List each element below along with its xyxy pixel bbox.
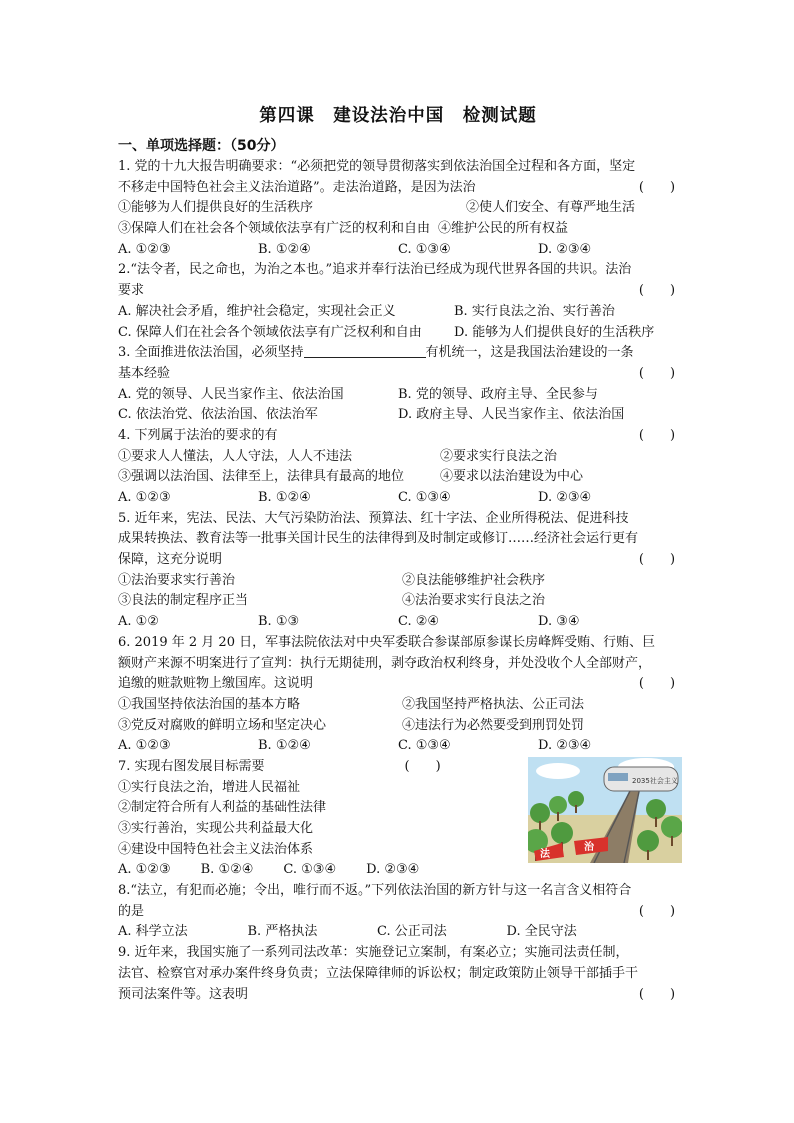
q4-choice-c[interactable]: C. ①③④ xyxy=(398,490,451,505)
q7-stem: 7. 实现右图发展目标需要 xyxy=(118,758,265,774)
q4-stem: 4. 下列属于法治的要求的有 xyxy=(118,427,278,443)
q2-answer-blank[interactable]: ( ) xyxy=(638,283,676,299)
q1-option-1: ①能够为人们提供良好的生活秩序 xyxy=(118,200,314,216)
q2-choice-c[interactable]: C. 保障人们在社会各个领域依法享有广泛权利和自由 xyxy=(118,324,422,340)
q7-choice-b[interactable]: B. ①②④ xyxy=(200,862,254,878)
q6-stem-line1: 6. 2019 年 2 月 20 日，军事法院依法对中央军委联合参谋部原参谋长房峰辉受贿、行贿、巨 xyxy=(118,634,656,650)
q7-option-2: ②制定符合所有人利益的基础性法律 xyxy=(118,800,327,816)
q7-option-4: ④建设中国特色社会主义法治体系 xyxy=(118,841,314,857)
q4-choice-b[interactable]: B. ①②④ xyxy=(258,490,311,505)
q1-choice-b[interactable]: B. ①②④ xyxy=(258,241,311,257)
q1-answer-blank[interactable]: ( ) xyxy=(638,179,676,195)
q8-stem-line1: 8.“法立，有犯而必施；令出，唯行而不返。”下列依法治国的新方针与这一名言含义相符合 xyxy=(118,883,632,899)
q6-stem-line2: 额财产来源不明案进行了宣判：执行无期徒刑，剥夺政治权利终身，并处没收个人全部财产， xyxy=(118,655,652,671)
rail-sign-zhi: 治 xyxy=(584,841,594,853)
section-heading: 一、单项选择题：（50分） xyxy=(118,138,285,154)
q9-stem-line1: 9. 近年来，我国实施了一系列司法改革：实施登记立案制，有案必立；实施司法责任制， xyxy=(118,945,629,961)
q5-stem-line2: 成果转换法、教育法等一批事关国计民生的法律得到及时制定或修订……经济社会运行更有 xyxy=(118,531,639,547)
q9-stem-line2: 法官、检察官对承办案件终身负责；立法保障律师的诉讼权；制定政策防止领导干部插手干 xyxy=(118,965,639,981)
q4-choice-a[interactable]: A. ①②③ xyxy=(118,490,171,505)
question-2 xyxy=(118,260,678,343)
q3-fill-blank[interactable] xyxy=(304,343,426,358)
q7-answer-blank[interactable]: ( ) xyxy=(404,758,441,774)
question-7 xyxy=(118,757,678,881)
q6-stem-line3: 追缴的赃款赃物上缴国库。这说明 xyxy=(118,676,314,692)
q2-stem-line1: 2.“法令者，民之命也，为治之本也。”追求并奉行法治已经成为现代世界各国的共识。法治 xyxy=(118,262,632,278)
q3-stem-line2: 基本经验 xyxy=(118,365,171,381)
q8-choice-a[interactable]: A. 科学立法 xyxy=(118,924,188,940)
q5-option-4: ④法治要求实行良法之治 xyxy=(402,593,546,609)
q3-choice-a[interactable]: A. 党的领导、人民当家作主、依法治国 xyxy=(118,386,344,402)
q6-answer-blank[interactable]: ( ) xyxy=(638,676,676,692)
q1-stem-line2: 不移走中国特色社会主义法治道路”。走法治道路，是因为法治 xyxy=(118,179,476,195)
q1-option-3: ③保障人们在社会各个领域依法享有广泛的权利和自由 xyxy=(118,221,431,237)
q5-choice-a[interactable]: A. ①② xyxy=(118,614,159,630)
q3-answer-blank[interactable]: ( ) xyxy=(638,365,676,381)
q6-option-2: ②我国坚持严格执法、公正司法 xyxy=(402,696,585,712)
question-3 xyxy=(118,343,678,426)
rail-sign-fa: 法 xyxy=(540,848,550,860)
q3-choice-b[interactable]: B. 党的领导、政府主导、全民参与 xyxy=(398,386,598,402)
q1-stem-line1: 1. 党的十九大报告明确要求：“必须把党的领导贯彻落实到依法治国全过程和各方面，坚定 xyxy=(118,159,636,174)
q1-option-4: ④维护公民的所有权益 xyxy=(438,221,569,237)
train-label: 2035社会主义 xyxy=(632,776,678,785)
question-8 xyxy=(118,881,678,943)
q6-option-1: ①我国坚持依法治国的基本方略 xyxy=(118,696,301,712)
q5-answer-blank[interactable]: ( ) xyxy=(638,552,676,568)
q4-option-2: ②要求实行良法之治 xyxy=(440,448,558,464)
q5-stem-line1: 5. 近年来，宪法、民法、大气污染防治法、预算法、红十字法、企业所得税法、促进科技 xyxy=(118,510,629,526)
q7-choice-c[interactable]: C. ①③④ xyxy=(283,862,337,878)
page-title: 第四课 建设法治中国 检测试题 xyxy=(259,106,537,126)
q4-answer-blank[interactable]: ( ) xyxy=(638,427,676,443)
q1-choice-d[interactable]: D. ②③④ xyxy=(538,241,592,257)
q8-stem-line2: 的是 xyxy=(118,903,145,919)
q3-stem-line1a: 3. 全面推进依法治国，必须坚持 xyxy=(118,345,304,361)
q8-choice-b[interactable]: B. 严格执法 xyxy=(247,924,318,940)
q5-option-2: ②良法能够维护社会秩序 xyxy=(402,572,546,588)
q6-choice-a[interactable]: A. ①②③ xyxy=(118,738,171,754)
q2-choice-d[interactable]: D. 能够为人们提供良好的生活秩序 xyxy=(454,324,655,340)
q6-choice-c[interactable]: C. ①③④ xyxy=(398,738,451,754)
q5-choice-b[interactable]: B. ①③ xyxy=(258,614,300,630)
q3-choice-d[interactable]: D. 政府主导、人民当家作主、依法治国 xyxy=(398,407,625,423)
q7-choice-a[interactable]: A. ①②③ xyxy=(118,862,171,878)
q5-option-3: ③良法的制定程序正当 xyxy=(118,593,249,609)
q5-choice-c[interactable]: C. ②④ xyxy=(398,614,440,630)
question-9 xyxy=(118,943,678,1005)
q7-option-3: ③实行善治，实现公共利益最大化 xyxy=(118,821,314,836)
question-6 xyxy=(118,633,678,757)
question-5 xyxy=(118,509,678,633)
q8-answer-blank[interactable]: ( ) xyxy=(638,903,676,919)
q1-choice-c[interactable]: C. ①③④ xyxy=(398,241,451,257)
q2-choice-a[interactable]: A. 解决社会矛盾，维护社会稳定，实现社会正义 xyxy=(118,303,396,319)
q6-choice-d[interactable]: D. ②③④ xyxy=(538,738,592,754)
q6-option-4: ④违法行为必然要受到刑罚处罚 xyxy=(402,717,585,733)
q7-option-1: ①实行良法之治，增进人民福祉 xyxy=(118,779,301,795)
q2-stem-line2: 要求 xyxy=(118,283,145,299)
q9-answer-blank[interactable]: ( ) xyxy=(638,986,676,1002)
q4-option-1: ①要求人人懂法，人人守法，人人不违法 xyxy=(118,448,353,464)
q4-option-4: ④要求以法治建设为中心 xyxy=(440,469,584,485)
q6-choice-b[interactable]: B. ①②④ xyxy=(258,738,311,754)
q8-choice-c[interactable]: C. 公正司法 xyxy=(377,924,447,940)
rule-of-law-train-illustration xyxy=(528,757,682,863)
q5-stem-line3: 保障，这充分说明 xyxy=(118,552,223,568)
q4-choice-d[interactable]: D. ②③④ xyxy=(538,490,592,505)
q1-choice-a[interactable]: A. ①②③ xyxy=(118,241,171,257)
exam-page xyxy=(118,100,678,1005)
q2-choice-b[interactable]: B. 实行良法之治、实行善治 xyxy=(454,303,615,319)
q5-option-1: ①法治要求实行善治 xyxy=(118,572,236,588)
q8-choice-d[interactable]: D. 全民守法 xyxy=(506,924,577,940)
question-1 xyxy=(118,157,678,260)
q7-choice-d[interactable]: D. ②③④ xyxy=(366,862,420,878)
q4-option-3: ③强调以法治国、法律至上，法律具有最高的地位 xyxy=(118,469,405,485)
question-4 xyxy=(118,426,678,509)
q1-option-2: ②使人们安全、有尊严地生活 xyxy=(466,200,636,216)
q3-stem-line1b: 有机统一，这是我国法治建设的一条 xyxy=(425,345,634,361)
q3-choice-c[interactable]: C. 依法治党、依法治国、依法治军 xyxy=(118,407,318,423)
q6-option-3: ③党反对腐败的鲜明立场和坚定决心 xyxy=(118,717,327,733)
q5-choice-d[interactable]: D. ③④ xyxy=(538,614,580,630)
q9-stem-line3: 预司法案件等。这表明 xyxy=(118,986,249,1002)
